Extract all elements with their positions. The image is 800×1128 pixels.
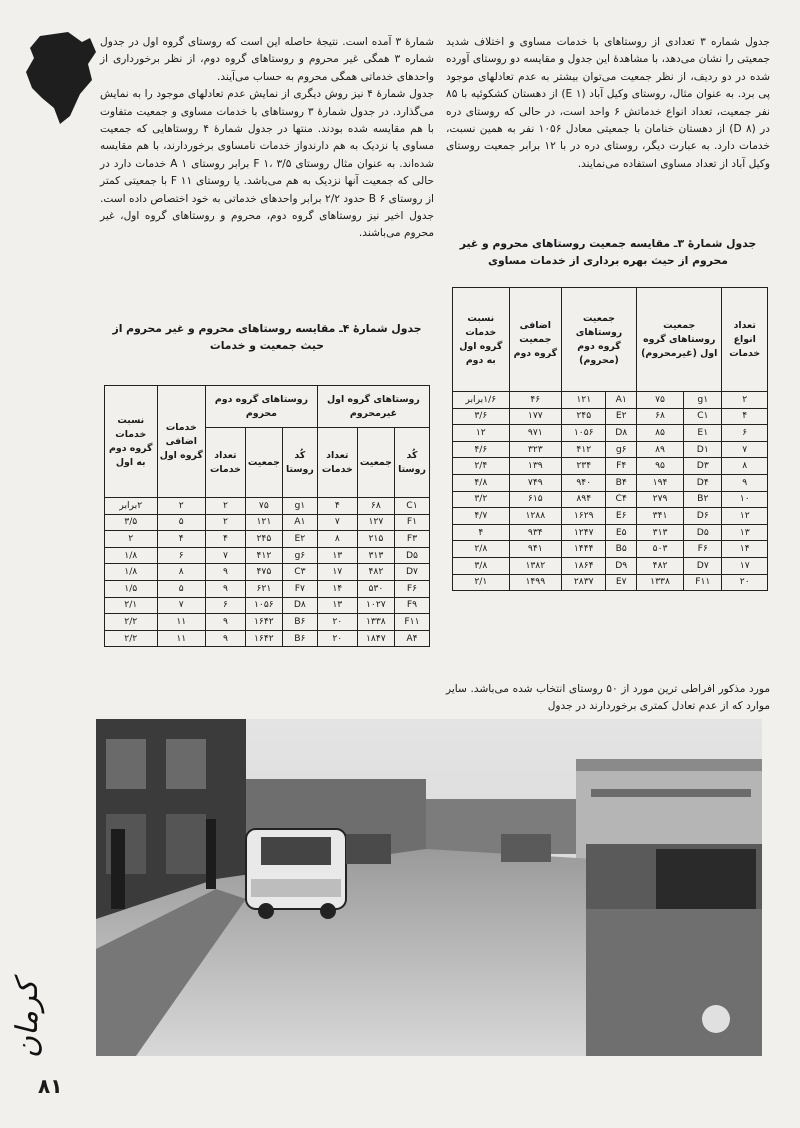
table-cell: ۷۵: [636, 392, 683, 409]
table-cell: ۹۴۱: [509, 541, 561, 558]
table-cell: ۷: [157, 597, 206, 614]
table-cell: ۴: [453, 524, 510, 541]
street-photo: [96, 719, 762, 1056]
table-cell: ۱۲۱: [245, 514, 282, 531]
table-cell: ۴: [157, 531, 206, 548]
table-cell: ۲/۲: [105, 614, 158, 631]
table-cell: ۹: [206, 580, 246, 597]
table-cell: ۱۴: [317, 580, 357, 597]
right-column-text: [446, 34, 770, 173]
table-cell: g۱: [282, 498, 317, 515]
table-cell: ۶: [206, 597, 246, 614]
table-cell: B۶: [282, 614, 317, 631]
table3: [452, 287, 768, 591]
table-cell: D۷: [394, 564, 429, 581]
table-cell: ۷۴۹: [509, 474, 561, 491]
table-cell: ۱۲: [453, 425, 510, 442]
table-cell: F۶: [684, 541, 722, 558]
table-cell: B۲: [684, 491, 722, 508]
table-cell: g۱: [684, 392, 722, 409]
table-cell: ۸: [722, 458, 768, 475]
table-row: [453, 508, 768, 525]
table-cell: F۴: [606, 458, 637, 475]
table4-body: [105, 498, 430, 647]
table-row: [453, 524, 768, 541]
table-cell: ۴۸۲: [357, 564, 394, 581]
table-cell: ۱۳: [317, 597, 357, 614]
table3-header-services: تعداد انواع خدمات: [722, 288, 768, 392]
table-cell: ۳۱۳: [357, 547, 394, 564]
table-cell: ۱۶۴۲: [245, 614, 282, 631]
table-cell: D۹: [606, 557, 637, 574]
table-cell: ۸: [157, 564, 206, 581]
table-cell: ۲۰: [317, 614, 357, 631]
table-cell: ۸۵: [636, 425, 683, 442]
table3-header-extra: اضافی جمعیت گروه دوم: [509, 288, 561, 392]
table-cell: ۲/۴: [453, 458, 510, 475]
table-cell: F۷: [282, 580, 317, 597]
table4-header-group2: روستاهای گروه دوم محروم: [206, 386, 318, 428]
table-cell: ۱۰۲۷: [357, 597, 394, 614]
table-cell: ۲: [206, 498, 246, 515]
table-cell: ۷: [206, 547, 246, 564]
table-cell: ۳۲۳: [509, 441, 561, 458]
table-row: [105, 597, 430, 614]
table-cell: ۹۷۱: [509, 425, 561, 442]
table-cell: B۴: [606, 474, 637, 491]
table-cell: ۴: [722, 408, 768, 425]
table-cell: ۸: [317, 531, 357, 548]
table-cell: ۲برابر: [105, 498, 158, 515]
table-cell: ۹۵: [636, 458, 683, 475]
table-cell: ۶: [722, 425, 768, 442]
table-cell: ۳/۲: [453, 491, 510, 508]
table-cell: ۱/۸: [105, 547, 158, 564]
table-cell: ۴: [317, 498, 357, 515]
table-cell: ۲/۱: [453, 574, 510, 591]
table-cell: ۱۰۵۶: [245, 597, 282, 614]
table-cell: ۶۸: [636, 408, 683, 425]
table-cell: ۱۹۴: [636, 474, 683, 491]
table-cell: F۳: [394, 531, 429, 548]
table4-header-ratio: نسبت خدمات گروه دوم به اول: [105, 386, 158, 498]
table-cell: A۴: [394, 630, 429, 647]
table-cell: D۴: [684, 474, 722, 491]
table-cell: ۱۶۲۹: [562, 508, 606, 525]
table-cell: ۳/۸: [453, 557, 510, 574]
table-row: [453, 458, 768, 475]
table4-header-extra: خدمات اضافی گروه اول: [157, 386, 206, 498]
table-cell: ۸۹: [636, 441, 683, 458]
table-cell: C۱: [394, 498, 429, 515]
table-cell: E۲: [282, 531, 317, 548]
table-cell: ۱۱: [157, 614, 206, 631]
table-cell: ۲: [722, 392, 768, 409]
table4-header-code-1: کُد روستا: [394, 428, 429, 498]
table4-header-population-2: جمعیت: [245, 428, 282, 498]
table-cell: B۵: [606, 541, 637, 558]
table-cell: ۴: [206, 531, 246, 548]
magazine-logo: کرمان: [10, 979, 45, 1058]
table-row: [453, 441, 768, 458]
table-cell: ۲: [206, 514, 246, 531]
table-cell: C۴: [606, 491, 637, 508]
table-cell: B۶: [282, 630, 317, 647]
table-cell: E۲: [606, 408, 637, 425]
table-cell: ۱۸۴۷: [357, 630, 394, 647]
table-cell: ۶۸: [357, 498, 394, 515]
table-cell: ۱۳۹: [509, 458, 561, 475]
table-cell: ۲۱۵: [357, 531, 394, 548]
table-cell: ۴/۷: [453, 508, 510, 525]
table-cell: ۷: [317, 514, 357, 531]
table4-header-code-2: کُد روستا: [282, 428, 317, 498]
table-cell: ۱۷۷: [509, 408, 561, 425]
table-cell: ۲/۱: [105, 597, 158, 614]
table-cell: D۷: [684, 557, 722, 574]
table-cell: ۵۳۰: [357, 580, 394, 597]
table-cell: ۱۳۳۸: [357, 614, 394, 631]
table-cell: E۶: [606, 508, 637, 525]
table3-header-ratio: نسبت خدمات گروه اول به دوم: [453, 288, 510, 392]
table-cell: F۶: [394, 580, 429, 597]
table-cell: ۴/۸: [453, 474, 510, 491]
table-row: [105, 614, 430, 631]
table-cell: ۱۳۳۸: [636, 574, 683, 591]
table-cell: ۶: [157, 547, 206, 564]
table4-header-group1: روستاهای گروه اول غیرمحروم: [317, 386, 429, 428]
table-cell: ۲۳۴: [562, 458, 606, 475]
table-cell: ۱۷: [317, 564, 357, 581]
table-cell: ۱۲۴۷: [562, 524, 606, 541]
paragraph-left-2: جدول شمارهٔ ۴ نیز روش دیگری از نمایش عدم تعادلهای موجود را به نمایش می‌گذارد. در جدول شمارهٔ ۳ روستاهای با خدمات مساوی و جمعیت متفاوت با هم مقایسه شده بودند. منتها در جدول شمارهٔ ۴ روستاهایی که جمعیت مساوی یا نزدیک به هم دارندواز خدمات نامساوی برخوردارند، با هم مقایسه شده‌اند. به عنوان مثال روستای F ۱، ۳/۵ برابر روستای A ۱ خدمات دارد در حالی که جمعیت آنها نزدیک به هم می‌باشد. یا روستای F ۱۱ با جمعیتی کمتر از روستای B ۶ حدود ۲/۲ برابر واحدهای خدماتی به خود اختصاص داده است. جدول اخیر نیز روستاهای گروه دوم، محروم و روستاهای گروه اول، غیر محروم می‌باشند.: [100, 88, 435, 240]
table-cell: ۹: [722, 474, 768, 491]
table-cell: D۵: [394, 547, 429, 564]
table-cell: ۲/۲: [105, 630, 158, 647]
table-row: [453, 425, 768, 442]
table-cell: C۱: [684, 408, 722, 425]
table-cell: ۹۳۴: [509, 524, 561, 541]
table-cell: ۶۲۱: [245, 580, 282, 597]
table4: [104, 385, 430, 647]
table-cell: ۴۷۵: [245, 564, 282, 581]
table-cell: ۲۷۹: [636, 491, 683, 508]
paragraph-right-note: مورد مذکور افراطی ترین مورد از ۵۰ روستای انتخاب شده می‌باشد. سایر موارد که از عدم تعادل کمتری برخوردارند در جدول: [446, 683, 770, 713]
table-cell: E۱: [684, 425, 722, 442]
table-cell: D۸: [282, 597, 317, 614]
table-row: [453, 474, 768, 491]
table-cell: ۴۶: [509, 392, 561, 409]
table-cell: ۱/۸: [105, 564, 158, 581]
table-cell: C۳: [282, 564, 317, 581]
table-row: [105, 564, 430, 581]
table-cell: ۲۴۵: [245, 531, 282, 548]
table-cell: ۹۴۰: [562, 474, 606, 491]
table-cell: ۵۰۳: [636, 541, 683, 558]
table-cell: ۴۱۲: [245, 547, 282, 564]
table3-header-group1: جمعیت روستاهای گروه اول (غیرمحروم): [636, 288, 721, 392]
table-cell: ۹: [206, 614, 246, 631]
table-cell: ۱۸۶۴: [562, 557, 606, 574]
paragraph-table3-intro: جدول شماره ۳ تعدادی از روستاهای با خدمات مساوی و اختلاف شدید جمعیتی را نشان می‌دهد، با مشاهدهٔ این جدول و مقایسه دو روستای آورده شده در دو ردیف، از نظر جمعیت می‌توان بیشتر به عدم تعادلهای موجود پی برد. به عنوان مثال، روستای وکیل آباد (E ۱) از دهستان کشکوئیه با ۸۵ نفر جمعیت، تعداد انواع خدماتش ۶ واحد است، در حالی که روستای دره در (D ۸) از دهستان خنامان با جمعیتی معادل ۱۰۵۶ نفر به همین نسبت، خدمات دارد. به عبارت دیگر، روستای دره در با ۱۲ برابر جمعیت روستای وکیل آباد از تعداد مساوی استفاده می‌نمایند.: [446, 36, 771, 170]
table-cell: ۱۳: [317, 547, 357, 564]
table-cell: ۱۱: [157, 630, 206, 647]
table3-header-group2: جمعیت روستاهای گروه دوم (محروم): [562, 288, 637, 392]
table-cell: ۱۶۴۲: [245, 630, 282, 647]
table-cell: D۸: [606, 425, 637, 442]
paragraph-left-1: شمارهٔ ۳ آمده است. نتیجهٔ حاصله این است که روستای گروه اول در جدول شماره ۳ همگی غیر محروم و روستاهای گروه دوم، از نظر برخورداری از واحدهای خدماتی همگی محروم به حساب می‌آیند.: [100, 36, 434, 83]
table-cell: ۴۸۲: [636, 557, 683, 574]
table-cell: ۱۷: [722, 557, 768, 574]
table-cell: ۴۱۲: [562, 441, 606, 458]
table-cell: ۱/۵: [105, 580, 158, 597]
table-cell: ۲۴۵: [562, 408, 606, 425]
table-cell: ۷: [722, 441, 768, 458]
table-cell: D۱: [684, 441, 722, 458]
table-cell: D۳: [684, 458, 722, 475]
table-cell: g۶: [606, 441, 637, 458]
table-cell: ۵: [157, 580, 206, 597]
table-cell: ۱۴: [722, 541, 768, 558]
table-cell: F۱۱: [684, 574, 722, 591]
street-scene-illustration: [96, 719, 762, 1056]
table-cell: A۱: [606, 392, 637, 409]
table-cell: ۱۰۵۶: [562, 425, 606, 442]
table-cell: ۶۱۵: [509, 491, 561, 508]
table3-body: [453, 392, 768, 591]
table-cell: ۲۸۳۷: [562, 574, 606, 591]
table-cell: ۱۲۷: [357, 514, 394, 531]
table-row: [105, 630, 430, 647]
table-row: [453, 541, 768, 558]
map-silhouette-icon: [20, 28, 100, 128]
table3-caption: جدول شمارهٔ ۳ـ مقایسه جمعیت روستاهای محروم و غیر محروم از حیث بهره برداری از خدمات مساوی: [459, 237, 757, 267]
right-note-text: [446, 681, 770, 716]
table-cell: ۸۹۴: [562, 491, 606, 508]
table-row: [453, 574, 768, 591]
table-row: [453, 557, 768, 574]
table-cell: ۱۲۱: [562, 392, 606, 409]
table-cell: E۵: [606, 524, 637, 541]
table-cell: ۲: [157, 498, 206, 515]
table-cell: ۳/۶: [453, 408, 510, 425]
table-cell: D۶: [684, 508, 722, 525]
table-cell: ۱۰: [722, 491, 768, 508]
table-row: [453, 392, 768, 409]
table-cell: A۱: [282, 514, 317, 531]
table-row: [105, 531, 430, 548]
table-cell: ۲/۸: [453, 541, 510, 558]
table-row: [105, 514, 430, 531]
table4-header-services-2: تعداد خدمات: [206, 428, 246, 498]
left-column-text: [100, 34, 434, 243]
table-row: [105, 580, 430, 597]
table-row: [105, 498, 430, 515]
table4-header-population-1: جمعیت: [357, 428, 394, 498]
table-cell: F۱۱: [394, 614, 429, 631]
table-cell: ۱۴۹۹: [509, 574, 561, 591]
table-cell: ۵: [157, 514, 206, 531]
table-cell: ۳۴۱: [636, 508, 683, 525]
table-cell: ۱۳: [722, 524, 768, 541]
table-cell: ۳/۵: [105, 514, 158, 531]
table-cell: D۵: [684, 524, 722, 541]
table-row: [105, 547, 430, 564]
table-cell: F۱: [394, 514, 429, 531]
table-cell: ۲۰: [317, 630, 357, 647]
table4-header-services-1: تعداد خدمات: [317, 428, 357, 498]
table-cell: ۲: [105, 531, 158, 548]
table-cell: ۹: [206, 564, 246, 581]
table-cell: ۳۱۳: [636, 524, 683, 541]
page-number: ۸۱: [38, 1074, 63, 1098]
table-cell: ۷۵: [245, 498, 282, 515]
table-cell: ۱/۶برابر: [453, 392, 510, 409]
table-cell: ۱۴۴۴: [562, 541, 606, 558]
table-cell: ۴/۶: [453, 441, 510, 458]
table-cell: ۱۲۸۸: [509, 508, 561, 525]
table-row: [453, 408, 768, 425]
table-cell: ۲۰: [722, 574, 768, 591]
table-cell: ۱۳۸۲: [509, 557, 561, 574]
table-cell: F۹: [394, 597, 429, 614]
table-cell: g۶: [282, 547, 317, 564]
table-row: [453, 491, 768, 508]
table-cell: ۹: [206, 630, 246, 647]
table-cell: E۷: [606, 574, 637, 591]
table-cell: ۱۲: [722, 508, 768, 525]
table4-caption: جدول شمارهٔ ۴ـ مقایسه روستاهای محروم و غیر محروم از حیث جمعیت و خدمات: [112, 322, 422, 352]
